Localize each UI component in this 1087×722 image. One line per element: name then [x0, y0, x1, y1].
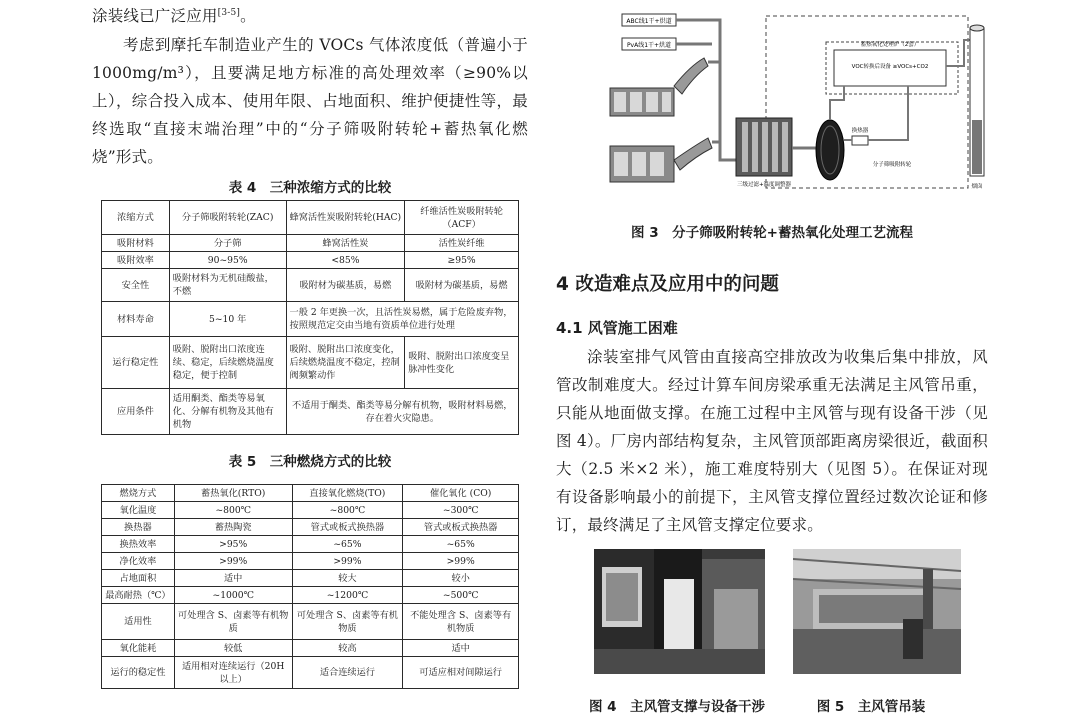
table-cell: 浓缩方式	[102, 201, 170, 235]
table-cell: 吸附、脱附出口浓度变化，后续燃烧温度不稳定，控制阀频繁动作	[286, 337, 405, 389]
box1-label: ABC线1干+烘道	[626, 18, 672, 25]
paragraph-duct: 涂装室排气风管由直接高空排放改为收集后集中排放，风管改制难度大。经过计算车间房梁承重无法满足主风管吊重，只能从地面做支撑。在施工过程中主风管与现有设备干涉（见图 4）。厂房内部结构复杂，主风管顶部距离房梁很近，截面积大（2.5 米×2 米），施工难度特别大（见图 5）。在保证对现有设备影响最小的前提下，主风管支撑位置经过数次论证和修订，最终满足了主风管支撑定位要求。	[556, 348, 988, 534]
table-row	[102, 587, 519, 604]
figure4-photo	[594, 549, 765, 674]
table5-caption: 表 5 三种燃烧方式的比较	[228, 454, 392, 470]
table-cell: 适中	[174, 570, 292, 587]
heat-exchanger	[852, 136, 868, 145]
table-cell: 氧化温度	[102, 502, 175, 519]
table-cell: ~1000℃	[174, 587, 292, 604]
table-cell: ~800℃	[292, 502, 403, 519]
section-heading: 4 改造难点及应用中的问题	[556, 274, 779, 295]
rotor-label: 分子筛吸附转轮	[872, 162, 912, 168]
table-cell: 净化效率	[102, 553, 175, 570]
table-cell: 较高	[292, 640, 403, 657]
table-cell: 5~10 年	[169, 302, 286, 337]
table-cell: 占地面积	[102, 570, 175, 587]
table-cell: ~65%	[292, 536, 403, 553]
continued-line: 涂装线已广泛应用[3-5]。	[92, 7, 256, 25]
table-cell: 适合连续运行	[292, 657, 403, 689]
table-cell: 管式或板式换热器	[403, 519, 519, 536]
table-cell: 分子筛	[169, 235, 286, 252]
table-cell: 吸附、脱附出口浓度连续、稳定，后续燃烧温度稳定，便于控制	[169, 337, 286, 389]
table-cell: 直接氧化燃烧(TO)	[292, 485, 403, 502]
chimney-icon	[970, 25, 984, 176]
table5	[101, 484, 519, 689]
table-cell: 吸附材为碳基质，易燃	[405, 269, 519, 302]
table4	[101, 200, 519, 435]
table-cell: 氧化能耗	[102, 640, 175, 657]
table4-caption: 表 4 三种浓缩方式的比较	[228, 180, 392, 196]
table-cell: 较大	[292, 570, 403, 587]
rto-inner-label: VOC转换后设备 ≥VOCs+CO2	[851, 64, 929, 70]
table-cell: 催化氧化 (CO)	[403, 485, 519, 502]
table-cell: 换热器	[102, 519, 175, 536]
table-cell: <85%	[286, 252, 405, 269]
figure4-caption: 图 4 主风管支撑与设备干涉	[588, 699, 766, 715]
table-row	[102, 519, 519, 536]
table-row	[102, 302, 519, 337]
table-row	[102, 536, 519, 553]
table-cell: 可适应相对间隙运行	[403, 657, 519, 689]
figure3-diagram	[608, 10, 998, 196]
filter-unit-icon	[736, 118, 792, 176]
citation: [3-5]	[217, 7, 241, 18]
table-cell: 适中	[403, 640, 519, 657]
table-cell: 管式或板式换热器	[292, 519, 403, 536]
table-cell: 吸附材为碳基质，易燃	[286, 269, 405, 302]
table-cell: 较低	[174, 640, 292, 657]
table-cell: 安全性	[102, 269, 170, 302]
table-cell: 吸附材料	[102, 235, 170, 252]
table-row	[102, 235, 519, 252]
table-cell: 不能处理含 S、卤素等有机物质	[403, 604, 519, 640]
table-cell: 最高耐热（℃）	[102, 587, 175, 604]
chimney-label: 烟囱	[971, 184, 983, 190]
table-cell: ~800℃	[174, 502, 292, 519]
table-row	[102, 269, 519, 302]
duct-line-6	[830, 86, 844, 120]
table-cell: 蜂窝活性炭	[286, 235, 405, 252]
table-cell: 不适用于酮类、酯类等易分解有机物，吸附材料易燃，存在着火灾隐患。	[286, 389, 518, 435]
table-cell: 应用条件	[102, 389, 170, 435]
rotor-icon	[816, 120, 844, 180]
table-cell: >95%	[174, 536, 292, 553]
table-cell: 蜂窝活性炭吸附转轮(HAC)	[286, 201, 405, 235]
table-cell: 运行的稳定性	[102, 657, 175, 689]
subsection-heading: 4.1 风管施工困难	[556, 319, 678, 337]
figure5-caption: 图 5 主风管吊装	[816, 699, 926, 715]
rto-label: 蓄热氧化处理炉（2套）	[860, 42, 920, 48]
table-cell: >99%	[403, 553, 519, 570]
paint-booth-1-icon	[610, 58, 708, 116]
table-cell: ~1200℃	[292, 587, 403, 604]
filter-unit-label: 三级过滤+温度调整器	[736, 182, 792, 188]
table-cell: 材料寿命	[102, 302, 170, 337]
table-cell: 适用性	[102, 604, 175, 640]
table-cell: 较小	[403, 570, 519, 587]
table-cell: ~500℃	[403, 587, 519, 604]
figure5-photo	[793, 549, 961, 674]
table-cell: 蓄热陶瓷	[174, 519, 292, 536]
table-cell: ≥95%	[405, 252, 519, 269]
table-row	[102, 389, 519, 435]
table-cell: >99%	[292, 553, 403, 570]
box2-label: PvA线1干+烘道	[626, 42, 672, 49]
table-cell: >99%	[174, 553, 292, 570]
table-row	[102, 201, 519, 235]
table-cell: 一般 2 年更换一次，且活性炭易燃，属于危险废弃物，按照规范定交由当地有资质单位进行处理	[286, 302, 518, 337]
table-cell: 燃烧方式	[102, 485, 175, 502]
table-row	[102, 640, 519, 657]
table-cell: 吸附、脱附出口浓度变呈脉冲性变化	[405, 337, 519, 389]
table-cell: 适用酮类、酯类等易氧化、分解有机物及其他有机物	[169, 389, 286, 435]
table-row	[102, 657, 519, 689]
table-cell: 适用相对连续运行（20H 以上）	[174, 657, 292, 689]
table-cell: 吸附效率	[102, 252, 170, 269]
table-row	[102, 502, 519, 519]
paragraph-voc: 考虑到摩托车制造业产生的 VOCs 气体浓度低（普遍小于 1000mg/m³），且要满足地方标准的高处理效率（≥90%以上），综合投入成本、使用年限、占地面积、维护便捷性等，最终选取“直接末端治理”中的“分子筛吸附转轮+蓄热氧化燃烧”形式。	[92, 36, 528, 166]
table-cell: 运行稳定性	[102, 337, 170, 389]
table-row	[102, 337, 519, 389]
table-row	[102, 553, 519, 570]
table-cell: 换热效率	[102, 536, 175, 553]
paint-booth-2-icon	[610, 138, 712, 182]
table-row	[102, 604, 519, 640]
figure3-caption: 图 3 分子筛吸附转轮+蓄热氧化处理工艺流程	[631, 225, 913, 241]
table-cell: 活性炭纤维	[405, 235, 519, 252]
table-cell: 90~95%	[169, 252, 286, 269]
table-cell: 纤维活性炭吸附转轮（ACF）	[405, 201, 519, 235]
table-cell: 蓄热氧化(RTO)	[174, 485, 292, 502]
table-cell: 可处理含 S、卤素等有机物质	[174, 604, 292, 640]
table-row	[102, 252, 519, 269]
table-cell: ~65%	[403, 536, 519, 553]
table-row	[102, 570, 519, 587]
table-row	[102, 485, 519, 502]
table-cell: ~300℃	[403, 502, 519, 519]
table-cell: 分子筛吸附转轮(ZAC)	[169, 201, 286, 235]
heat-exchanger-label: 换热器	[851, 128, 869, 134]
table-cell: 吸附材料为无机硅酸盐，不燃	[169, 269, 286, 302]
table-cell: 可处理含 S、卤素等有机物质	[292, 604, 403, 640]
